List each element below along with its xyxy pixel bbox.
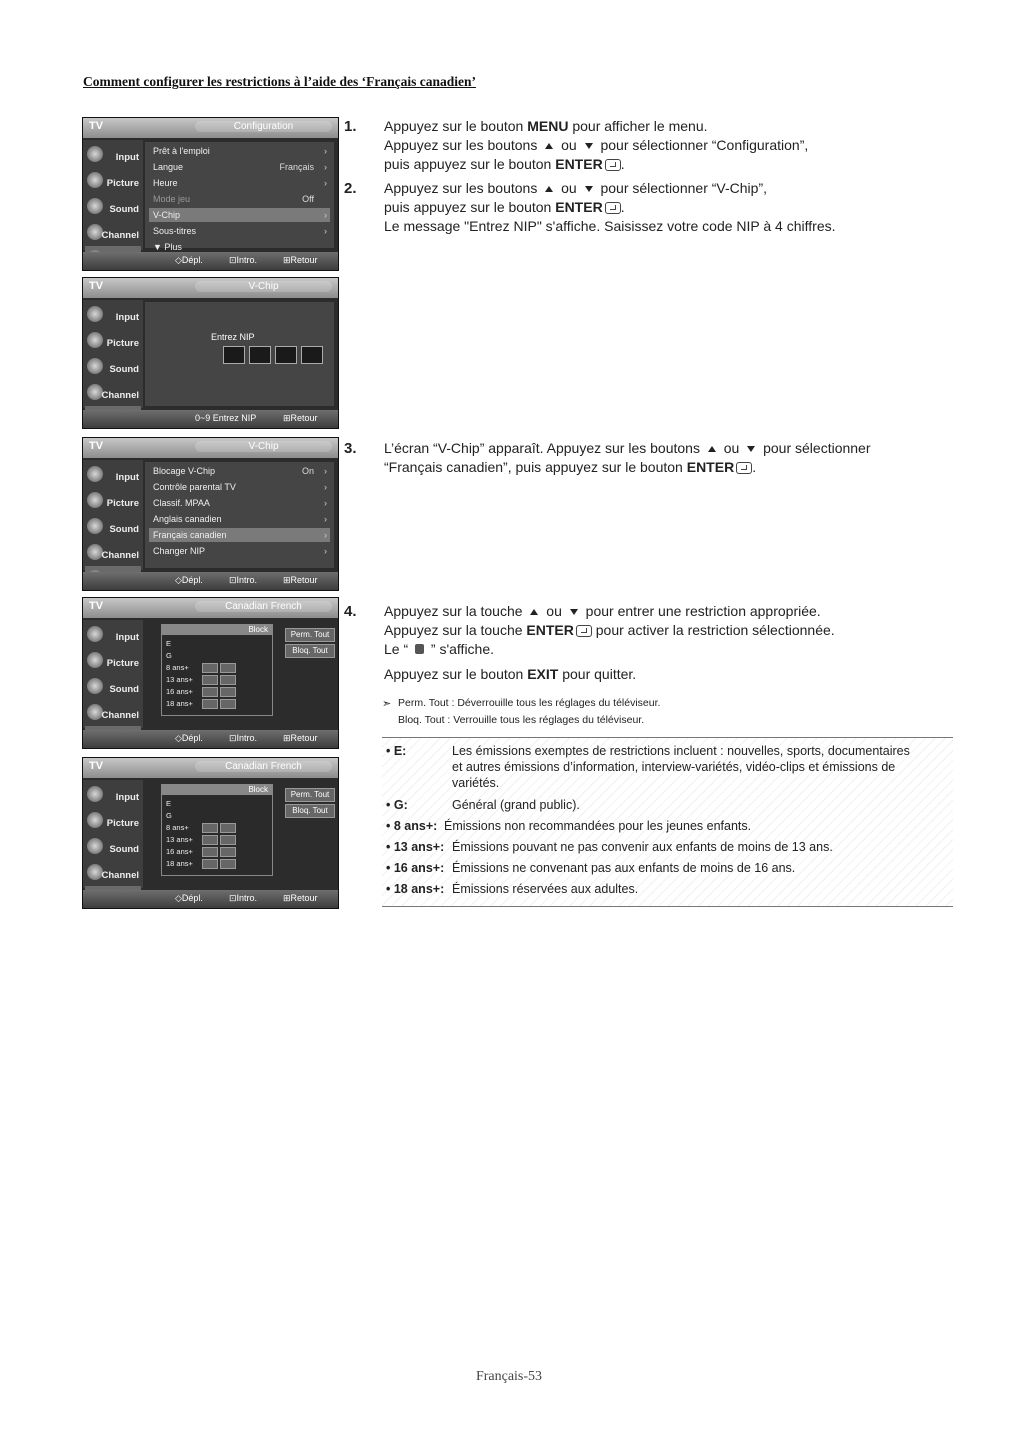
menu-row: Blocage V-Chip On › bbox=[153, 466, 327, 476]
down-arrow-icon bbox=[747, 446, 755, 452]
enter-icon bbox=[605, 159, 621, 171]
tv-footer: 0~9 Entrez NIP ⊞Retour bbox=[83, 410, 338, 428]
step-text: Appuyez sur le bouton MENU pour afficher le menu. Appuyez sur les boutons ou pour sélectionner “Configuration”, puis appuyez sur le bouton ENTER . bbox=[384, 118, 809, 172]
up-arrow-icon bbox=[545, 186, 553, 192]
rating-grid bbox=[161, 784, 273, 876]
enter-icon bbox=[576, 625, 592, 637]
tv-screenshot-pin-entry bbox=[82, 277, 339, 429]
lock-cell bbox=[202, 699, 218, 709]
rating-label: G bbox=[166, 811, 172, 820]
step-text: Appuyez sur les boutons ou pour sélectionner “V-Chip”, puis appuyez sur le bouton ENTER . Le message "Entrez NIP" s'affiche. Saisissez votre code NIP à 4 chiffres. bbox=[384, 180, 836, 234]
sidebar-item-sound: Sound bbox=[85, 514, 141, 540]
sidebar-item-input: Input bbox=[85, 302, 141, 328]
input-icon bbox=[87, 466, 103, 482]
tv-sidebar bbox=[83, 620, 143, 728]
lock-cell bbox=[202, 675, 218, 685]
lock-cell bbox=[220, 663, 236, 673]
rating-label: 18 ans+ bbox=[166, 859, 193, 868]
step-text: L’écran “V-Chip” apparaît. Appuyez sur les boutons ou pour sélectionner “Français canadien”, puis appuyez sur le bouton ENTER . bbox=[384, 440, 871, 475]
sidebar-item-sound: Sound bbox=[85, 194, 141, 220]
sidebar-item-channel: Channel bbox=[85, 700, 141, 726]
lock-cell bbox=[220, 675, 236, 685]
pin-digit-box bbox=[223, 346, 245, 364]
tv-screenshot-french-ratings bbox=[82, 597, 339, 749]
tv-title-bar: TV Canadian French bbox=[83, 598, 338, 618]
note-arrow-icon: ➣ bbox=[382, 698, 392, 710]
tv-sidebar bbox=[83, 300, 143, 408]
tv-sidebar bbox=[83, 140, 143, 250]
tv-footer: ◇Dépl. ⊡Intro. ⊞Retour bbox=[83, 572, 338, 590]
menu-row: Changer NIP › bbox=[153, 546, 327, 556]
menu-row-selected: Français canadien › bbox=[149, 528, 330, 542]
bloq-tout-button: Bloq. Tout bbox=[285, 644, 335, 658]
input-icon bbox=[87, 786, 103, 802]
grid-header: Block bbox=[162, 625, 272, 635]
picture-icon bbox=[87, 172, 103, 188]
rating-label: E bbox=[166, 799, 172, 808]
chevron-right-icon: › bbox=[324, 498, 327, 508]
rating-label: 16 ans+ bbox=[166, 847, 193, 856]
lock-cell bbox=[220, 687, 236, 697]
tv-label: TV bbox=[89, 120, 104, 132]
chevron-right-icon: › bbox=[324, 514, 327, 524]
picture-icon bbox=[87, 492, 103, 508]
bloq-tout-button: Bloq. Tout bbox=[285, 804, 335, 818]
lock-cell bbox=[220, 699, 236, 709]
step-number: 3. bbox=[344, 440, 357, 457]
tv-screenshot-setup-menu bbox=[82, 117, 339, 271]
chevron-right-icon: › bbox=[324, 466, 327, 476]
sidebar-item-picture: Picture bbox=[85, 328, 141, 354]
pin-digit-box bbox=[301, 346, 323, 364]
sidebar-item-input: Input bbox=[85, 462, 141, 488]
grid-header: Block bbox=[162, 785, 272, 795]
sound-icon bbox=[87, 358, 103, 374]
sidebar-item-input: Input bbox=[85, 142, 141, 168]
sound-icon bbox=[87, 838, 103, 854]
chevron-right-icon: › bbox=[324, 178, 327, 188]
menu-name: Configuration bbox=[195, 121, 332, 132]
menu-row: Classif. MPAA › bbox=[153, 498, 327, 508]
menu-row: Anglais canadien › bbox=[153, 514, 327, 524]
picture-icon bbox=[87, 652, 103, 668]
menu-row: Mode jeu Off bbox=[153, 194, 314, 204]
rating-label: 8 ans+ bbox=[166, 823, 189, 832]
sidebar-item-picture: Picture bbox=[85, 808, 141, 834]
pin-prompt: Entrez NIP bbox=[211, 332, 255, 342]
sidebar-item-channel: Channel bbox=[85, 380, 141, 406]
rating-label: 13 ans+ bbox=[166, 675, 193, 684]
tv-sidebar bbox=[83, 780, 143, 888]
tv-menu-panel bbox=[145, 142, 334, 252]
sidebar-item-channel: Channel bbox=[85, 540, 141, 566]
sidebar-item-input: Input bbox=[85, 782, 141, 808]
tv-menu-panel bbox=[145, 302, 334, 406]
chevron-right-icon: › bbox=[324, 162, 327, 172]
rating-label: 16 ans+ bbox=[166, 687, 193, 696]
menu-row: Langue Français › bbox=[153, 162, 327, 172]
sidebar-item-sound: Sound bbox=[85, 834, 141, 860]
chevron-right-icon: › bbox=[324, 210, 327, 220]
up-arrow-icon bbox=[708, 446, 716, 452]
input-icon bbox=[87, 306, 103, 322]
page-title: Comment configurer les restrictions à l’aide des ‘Français canadien’ bbox=[83, 74, 476, 89]
chevron-right-icon: › bbox=[324, 546, 327, 556]
lock-cell bbox=[220, 835, 236, 845]
step-number: 1. bbox=[344, 118, 357, 135]
enter-icon bbox=[736, 462, 752, 474]
sidebar-item-channel: Channel bbox=[85, 220, 141, 246]
rating-label: E bbox=[166, 639, 172, 648]
step-number: 4. bbox=[344, 603, 357, 620]
lock-cell bbox=[202, 847, 218, 857]
rating-grid bbox=[161, 624, 273, 716]
lock-icon bbox=[415, 644, 424, 654]
tv-title-bar: TV V-Chip bbox=[83, 438, 338, 458]
tv-footer: ◇Dépl. ⊡Intro. ⊞Retour bbox=[83, 890, 338, 908]
enter-icon bbox=[605, 202, 621, 214]
lock-cell bbox=[220, 823, 236, 833]
perm-tout-button: Perm. Tout bbox=[285, 788, 335, 802]
tv-sidebar bbox=[83, 460, 143, 570]
chevron-right-icon: › bbox=[324, 226, 327, 236]
page-footer: Français-53 bbox=[475, 1369, 543, 1384]
menu-row-selected: V-Chip › bbox=[149, 208, 330, 222]
menu-row: ▼ Plus bbox=[153, 242, 182, 252]
rating-label: G bbox=[166, 651, 172, 660]
sidebar-item-sound: Sound bbox=[85, 674, 141, 700]
lock-cell bbox=[202, 859, 218, 869]
up-arrow-icon bbox=[545, 143, 553, 149]
perm-tout-button: Perm. Tout bbox=[285, 628, 335, 642]
lock-cell bbox=[202, 663, 218, 673]
menu-row: Contrôle parental TV › bbox=[153, 482, 327, 492]
tv-screenshot-vchip-menu bbox=[82, 437, 339, 591]
rating-label: 18 ans+ bbox=[166, 699, 193, 708]
ratings-definitions: • E: Les émissions exemptes de restrictions incluent : nouvelles, sports, documentaires et autres émissions d’information, interview-variétés, vidéo-clips et émissions de variétés. • G: Général (grand public). • 8 ans+: Émissions non recommandées pour les jeunes enfants. • 13 ans+: Émissions pouvant ne pas convenir aux enfants de moins de 13 ans. • 16 ans+: Émissions ne convenant pas aux enfants de moins de 16 ans. • 18 ans+: Émissions réservées aux adultes. bbox=[382, 737, 953, 907]
sound-icon bbox=[87, 518, 103, 534]
tv-screenshot-french-ratings-locked bbox=[82, 757, 339, 909]
down-arrow-icon bbox=[570, 609, 578, 615]
sound-icon bbox=[87, 678, 103, 694]
menu-row: Prêt à l'emploi › bbox=[153, 146, 327, 156]
rating-label: 8 ans+ bbox=[166, 663, 189, 672]
chevron-right-icon: › bbox=[324, 530, 327, 540]
tv-title-bar: TV Canadian French bbox=[83, 758, 338, 778]
input-icon bbox=[87, 626, 103, 642]
tv-footer: ◇Dépl. ⊡Intro. ⊞Retour bbox=[83, 252, 338, 270]
step-number: 2. bbox=[344, 180, 357, 197]
tv-title-bar: TV V-Chip bbox=[83, 278, 338, 298]
down-arrow-icon bbox=[585, 186, 593, 192]
tv-footer: ◇Dépl. ⊡Intro. ⊞Retour bbox=[83, 730, 338, 748]
lock-cell bbox=[220, 847, 236, 857]
sidebar-item-sound: Sound bbox=[85, 354, 141, 380]
sidebar-item-picture: Picture bbox=[85, 648, 141, 674]
sidebar-item-channel: Channel bbox=[85, 860, 141, 886]
chevron-right-icon: › bbox=[324, 146, 327, 156]
lock-cell bbox=[202, 835, 218, 845]
up-arrow-icon bbox=[530, 609, 538, 615]
tv-menu-panel bbox=[145, 462, 334, 568]
lock-cell bbox=[220, 859, 236, 869]
sidebar-item-picture: Picture bbox=[85, 488, 141, 514]
picture-icon bbox=[87, 332, 103, 348]
sidebar-item-input: Input bbox=[85, 622, 141, 648]
down-arrow-icon bbox=[585, 143, 593, 149]
tv-title-bar bbox=[83, 118, 338, 138]
sound-icon bbox=[87, 198, 103, 214]
pin-digit-box bbox=[275, 346, 297, 364]
menu-row: Heure › bbox=[153, 178, 327, 188]
input-icon bbox=[87, 146, 103, 162]
chevron-right-icon: › bbox=[324, 482, 327, 492]
pin-digit-box bbox=[249, 346, 271, 364]
rating-label: 13 ans+ bbox=[166, 835, 193, 844]
lock-cell bbox=[202, 823, 218, 833]
sidebar-item-picture: Picture bbox=[85, 168, 141, 194]
menu-row: Sous-titres › bbox=[153, 226, 327, 236]
lock-cell bbox=[202, 687, 218, 697]
step-text: Appuyez sur la touche ou pour entrer une restriction appropriée. Appuyez sur la touche ENTER pour activer la restriction sélectionnée. Le “ ” s'affiche. Appuyez sur le bouton EXIT pour quitter. bbox=[384, 603, 835, 682]
picture-icon bbox=[87, 812, 103, 828]
